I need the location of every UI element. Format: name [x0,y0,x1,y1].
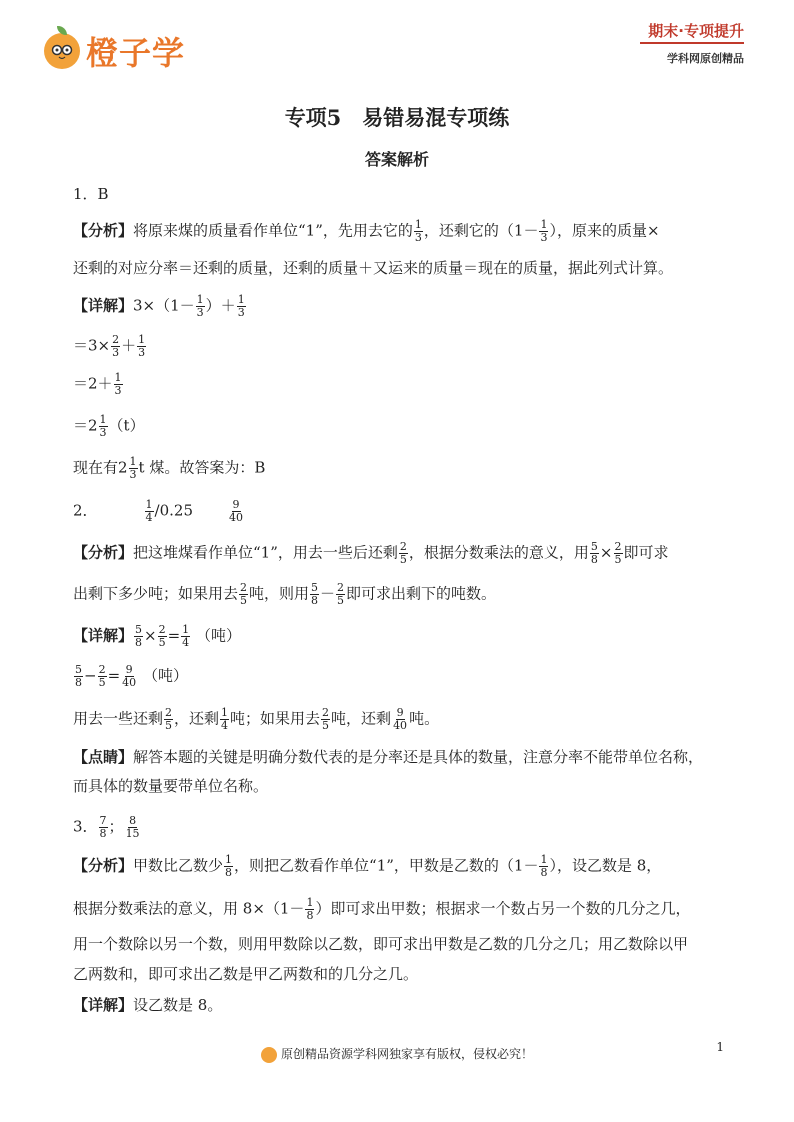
fraction: $\frac{2}{5}$ [399,540,407,566]
fraction: $\frac{2}{5}$ [240,581,248,607]
text: ，还剩它的（1－ [423,221,539,240]
text: 即可求 [623,543,669,562]
fraction: $\frac{9}{40}$ [393,706,408,732]
q1-analysis-line2: 还剩的对应分率＝还剩的质量，还剩的质量＋又运来的质量＝现在的质量，据此列式计算。 [73,259,674,277]
text: 设乙数是 8。 [133,996,223,1014]
footer-text: 原创精品资源学科网独家享有版权，侵权必究！ [280,1047,533,1061]
tag: 【详解】 [73,626,134,645]
text: × [144,626,157,645]
text: 吨，还剩 [331,709,392,728]
q1-solution-line3 [73,372,124,397]
header-divider [640,42,744,44]
text: /0.25 [154,501,193,520]
text: 3×（1－ [133,296,195,315]
tag: 【点睛】 [73,748,134,766]
q1-solution-line2 [73,334,147,359]
text: 吨；如果用去 [230,709,321,728]
fraction: $\frac{2}{5}$ [165,706,173,732]
fraction: $\frac{2}{5}$ [158,623,166,649]
text: （吨） [195,626,241,645]
q1-analysis-line1 [73,219,660,244]
fraction: $\frac{1}{4}$ [182,623,190,649]
header-badge: 期末·专项提升 [648,22,744,40]
orange-icon [261,1047,277,1063]
text: t 煤。故答案为：B [138,458,266,477]
tag: 【详解】 [73,996,134,1014]
q3-analysis-line1 [73,854,661,879]
fraction: $\frac{5}{8}$ [75,663,82,689]
text: ＝3× [73,336,111,355]
text: ，还剩 [174,709,220,728]
q3-solution-line1 [73,995,222,1015]
text: ＝2 [73,416,98,435]
header-subtitle: 学科网原创精品 [667,52,744,65]
fraction: $\frac{2}{5}$ [337,581,345,607]
brand-name: 橙子学 [86,34,186,72]
fraction: $\frac{2}{5}$ [98,663,106,689]
q1-solution-line1 [73,294,247,319]
fraction: $\frac{2}{5}$ [614,540,622,566]
text: － [320,584,336,603]
text: = [107,666,121,685]
text: 吨。 [409,709,440,728]
text: ＋ [121,336,137,355]
text: 根据分数乘法的意义，用 8×（1－ [73,899,305,918]
text: ，则把乙数看作单位“1”，甲数是乙数的（1－ [234,856,539,875]
fraction: $\frac{1}{3}$ [414,218,422,244]
text: ，根据分数乘法的意义，用 [408,543,589,562]
page-title: 专项5 易错易混专项练 [284,105,510,130]
orange-icon [44,33,80,69]
text: 将原来煤的质量看作单位“1”，先用去它的 [133,221,413,240]
text: = [167,626,181,645]
text: ）即可求出甲数；根据求一个数占另一个数的几分之几， [315,899,691,918]
fraction: $\frac{1}{8}$ [225,853,233,879]
q2-solution-line1 [73,624,241,649]
q3-analysis-line4: 乙两数和，即可求出乙数是甲乙两数和的几分之几。 [73,965,419,983]
q3-analysis-line3: 用一个数除以另一个数，则用甲数除以乙数，即可求出甲数是乙数的几分之几；用乙数除以甲 [73,935,689,953]
fraction: $\frac{1}{4}$ [221,706,229,732]
fraction: $\frac{7}{8}$ [99,814,107,840]
tag: 【详解】 [73,296,134,315]
fraction: $\frac{9}{40}$ [122,663,137,689]
section-subtitle: 答案解析 [364,150,429,169]
fraction: $\frac{2}{3}$ [112,333,120,359]
text: ）＋ [205,296,236,315]
text: ； [108,817,124,836]
text: 现在有2 [73,458,128,477]
fraction: $\frac{8}{15}$ [125,814,140,840]
fraction: $\frac{1}{3}$ [237,293,245,319]
text: （t） [108,416,145,435]
fraction: $\frac{1}{8}$ [540,853,548,879]
q3-answer [73,815,142,840]
tag: 【分析】 [73,856,134,875]
fraction: $\frac{9}{40}$ [229,498,243,524]
q2-tip-line2: 而具体的数量要带单位名称。 [73,777,269,795]
text: 用去一些还剩 [73,709,164,728]
text: 出剩下多少吨；如果用去 [73,584,239,603]
fraction: $\frac{1}{3}$ [114,371,122,397]
text: ＝2＋ [73,374,113,393]
q2-analysis-line1 [73,541,669,566]
q2-solution-line2 [73,664,188,689]
brand-logo [44,28,185,74]
tag: 【分析】 [73,543,134,562]
q2-conclusion [73,707,439,732]
text: × [599,543,613,562]
fraction: $\frac{5}{8}$ [311,581,319,607]
text: 吨，则用 [249,584,310,603]
text: − [84,666,97,685]
fraction: $\frac{1}{4}$ [145,498,153,524]
text: 把这堆煤看作单位“1”，用去一些后还剩 [133,543,398,562]
page-number: 1 [716,1040,724,1054]
fraction: $\frac{5}{8}$ [135,623,143,649]
text: 2． [73,501,98,520]
q2-analysis-line2 [73,582,496,607]
text: 甲数比乙数少 [133,856,224,875]
q2-answer [73,499,245,524]
q1-conclusion [73,456,265,481]
q1-answer: 1．B [73,185,109,203]
tag: 【分析】 [73,221,134,240]
fraction: $\frac{5}{8}$ [590,540,598,566]
text: ），设乙数是 8， [549,856,662,875]
text: 3． [73,817,98,836]
fraction: $\frac{1}{3}$ [138,333,146,359]
fraction: $\frac{1}{3}$ [196,293,204,319]
fraction: $\frac{1}{3}$ [99,413,107,439]
footer-copyright [0,1045,794,1063]
fraction: $\frac{1}{3}$ [540,218,548,244]
text: 解答本题的关键是明确分数代表的是分率还是具体的数量，注意分率不能带单位名称， [133,748,704,766]
q1-solution-line4 [73,414,145,439]
fraction: $\frac{1}{3}$ [129,455,137,481]
q2-tip-line1 [73,747,703,767]
q3-analysis-line2 [73,897,690,922]
fraction: $\frac{2}{5}$ [322,706,330,732]
text: 即可求出剩下的吨数。 [346,584,497,603]
fraction: $\frac{1}{8}$ [306,896,314,922]
text: ），原来的质量× [549,221,660,240]
text: （吨） [142,666,188,685]
